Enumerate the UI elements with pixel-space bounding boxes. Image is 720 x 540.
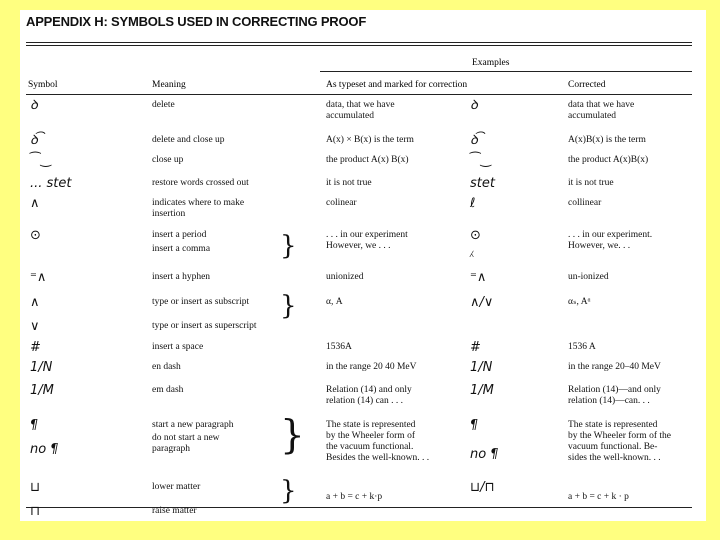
- proof-symbol-icon: ∧: [30, 295, 40, 310]
- meaning-text: type or insert as subscript: [152, 297, 250, 307]
- corrected-text: data that we have: [568, 100, 635, 110]
- corrected-header: Corrected: [568, 80, 606, 90]
- correction-mark-icon: stet: [470, 176, 495, 191]
- typeset-text: unionized: [326, 272, 364, 282]
- bottom-rule: [26, 507, 692, 508]
- corrected-text: relation (14)—can. . .: [568, 396, 650, 406]
- typeset-text: the product A(x) B(x): [326, 155, 409, 165]
- typeset-text: data, that we have: [326, 100, 395, 110]
- correction-mark-icon: ꝺ: [470, 98, 478, 113]
- corrected-text: αₛ, Aᵅ: [568, 297, 591, 307]
- meaning-text: type or insert as superscript: [152, 321, 257, 331]
- corrected-text: the product A(x)B(x): [568, 155, 649, 165]
- proof-symbol-icon: #: [30, 340, 41, 355]
- typeset-text: However, we . . .: [326, 241, 391, 251]
- document-page: [20, 10, 706, 521]
- meaning-text: indicates where to make: [152, 198, 245, 208]
- top-rule: [26, 42, 692, 43]
- proof-symbol-icon: ꝺ: [30, 98, 38, 113]
- symbol-header: Symbol: [28, 80, 58, 90]
- meaning-text: close up: [152, 155, 184, 165]
- correction-mark-icon: 1/N: [470, 360, 493, 375]
- brace-icon: }: [280, 413, 305, 458]
- corrected-text: The state is represented: [568, 420, 658, 430]
- typeset-text: the vacuum functional.: [326, 442, 414, 452]
- corrected-text: it is not true: [568, 178, 614, 188]
- meaning-text: do not start a new: [152, 433, 220, 443]
- corrected-text: A(x)B(x) is the term: [568, 135, 646, 145]
- brace-icon: }: [280, 231, 297, 261]
- meaning-text: en dash: [152, 362, 181, 372]
- proof-symbol-icon: ∨: [30, 319, 40, 334]
- corrected-text: collinear: [568, 198, 602, 208]
- corrected-text: vacuum functional. Be-: [568, 442, 658, 452]
- typeset-text: it is not true: [326, 178, 372, 188]
- top-rule-double: [26, 45, 692, 46]
- corrected-text: by the Wheeler form of the: [568, 431, 671, 441]
- examples-rule: [320, 71, 692, 72]
- typeset-text: accumulated: [326, 111, 375, 121]
- examples-header: Examples: [472, 58, 510, 68]
- correction-mark-icon: ⁁: [470, 243, 474, 258]
- correction-mark-icon: #: [470, 340, 481, 355]
- meaning-text: paragraph: [152, 444, 190, 454]
- proof-symbol-icon: ⁀‿: [30, 153, 51, 168]
- correction-mark-icon: ⁀‿: [470, 153, 491, 168]
- correction-mark-icon: ⊙: [470, 228, 481, 243]
- meaning-text: insert a hyphen: [152, 272, 211, 282]
- proof-symbol-icon: ⊙: [30, 228, 41, 243]
- correction-mark-icon: 1/M: [470, 383, 494, 398]
- correction-mark-icon: ⊔/⊓: [470, 480, 495, 495]
- typeset-text: by the Wheeler form of: [326, 431, 415, 441]
- corrected-text: However, we. . .: [568, 241, 631, 251]
- correction-mark-icon: ∧/∨: [470, 295, 494, 310]
- typeset-text: relation (14) can . . .: [326, 396, 404, 406]
- corrected-text: sides the well-known. . .: [568, 453, 661, 463]
- correction-mark-icon: ꝺ͡: [470, 133, 478, 148]
- proof-symbol-icon: 1/N: [30, 360, 53, 375]
- meaning-header: Meaning: [152, 80, 186, 90]
- typeset-text: 1536A: [326, 342, 352, 352]
- correction-mark-icon: ⁼∧: [470, 270, 487, 285]
- brace-icon: }: [280, 476, 297, 506]
- typeset-text: a + b = c + k·p: [326, 492, 383, 502]
- corrected-text: un-ionized: [568, 272, 609, 282]
- corrected-text: accumulated: [568, 111, 617, 121]
- meaning-text: delete: [152, 100, 175, 110]
- meaning-text: raise matter: [152, 506, 197, 516]
- typeset-text: A(x) × B(x) is the term: [326, 135, 414, 145]
- proof-symbol-icon: no ¶: [30, 442, 59, 457]
- meaning-text: restore words crossed out: [152, 178, 249, 188]
- correction-mark-icon: ℓ: [470, 196, 476, 211]
- meaning-text: insert a period: [152, 230, 207, 240]
- proof-symbol-icon: 1/M: [30, 383, 54, 398]
- corrected-text: Relation (14)—and only: [568, 385, 661, 395]
- meaning-text: start a new paragraph: [152, 420, 234, 430]
- meaning-text: insertion: [152, 209, 186, 219]
- proof-symbol-icon: ⊔: [30, 480, 41, 495]
- typeset-text: . . . in our experiment: [326, 230, 408, 240]
- correction-mark-icon: no ¶: [470, 447, 499, 462]
- meaning-text: em dash: [152, 385, 184, 395]
- proof-symbol-icon: ⊓: [30, 504, 41, 519]
- typeset-text: in the range 20 40 MeV: [326, 362, 417, 372]
- typeset-header: As typeset and marked for correction: [326, 80, 468, 90]
- typeset-text: α, A: [326, 297, 343, 307]
- corrected-text: . . . in our experiment.: [568, 230, 653, 240]
- proof-symbol-icon: ꝺ͡: [30, 133, 38, 148]
- typeset-text: Relation (14) and only: [326, 385, 412, 395]
- typeset-text: The state is represented: [326, 420, 416, 430]
- meaning-text: delete and close up: [152, 135, 225, 145]
- corrected-text: a + b = c + k · p: [568, 492, 629, 502]
- typeset-text: colinear: [326, 198, 357, 208]
- proof-symbol-icon: ⁼∧: [30, 270, 47, 285]
- meaning-text: insert a space: [152, 342, 204, 352]
- header-rule: [26, 94, 692, 95]
- proof-symbol-icon: ¶: [30, 418, 39, 433]
- corrected-text: 1536 A: [568, 342, 596, 352]
- corrected-text: in the range 20–40 MeV: [568, 362, 661, 372]
- meaning-text: lower matter: [152, 482, 201, 492]
- page-title: APPENDIX H: SYMBOLS USED IN CORRECTING PROOF: [26, 14, 367, 29]
- proof-symbol-icon: ... stet: [30, 176, 72, 191]
- proof-symbol-icon: ∧: [30, 196, 40, 211]
- correction-mark-icon: ¶: [470, 418, 479, 433]
- typeset-text: Besides the well-known. . .: [326, 453, 430, 463]
- meaning-text: insert a comma: [152, 244, 211, 254]
- brace-icon: }: [280, 291, 297, 321]
